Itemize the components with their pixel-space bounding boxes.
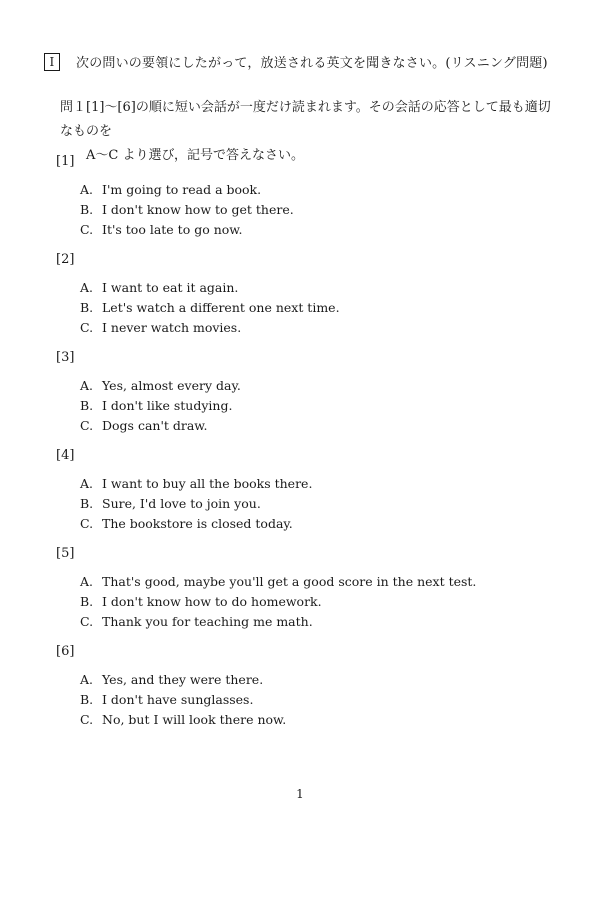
item-number: [3] [56, 350, 75, 365]
option-c [80, 220, 576, 240]
option-c [80, 318, 576, 338]
item-number: [6] [56, 644, 75, 659]
question-text-line-1: [1]〜[6]の順に短い会話が一度だけ読まれます。その会話の応答として最も適切なものを [60, 100, 551, 139]
section-instruction: 次の問いの要領にしたがって，放送される英文を聞きなさい。(リスニング問題) [76, 56, 548, 71]
option-text: Let's watch a different one next time. [102, 300, 340, 315]
option-text: I want to buy all the books there. [102, 476, 313, 491]
option-list [56, 376, 576, 436]
option-letter: A. [80, 574, 94, 589]
option-text: Dogs can't draw. [102, 418, 208, 433]
section-marker: I [44, 53, 60, 71]
option-text: Yes, and they were there. [102, 672, 264, 687]
option-text: The bookstore is closed today. [102, 516, 293, 531]
option-a [80, 180, 576, 200]
listening-item [56, 348, 576, 436]
option-letter: B. [80, 594, 94, 609]
option-letter: A. [80, 378, 94, 393]
option-list [56, 180, 576, 240]
item-number: [5] [56, 546, 75, 561]
section-header [44, 52, 548, 71]
option-letter: B. [80, 202, 94, 217]
option-list [56, 474, 576, 534]
option-text: I don't like studying. [102, 398, 233, 413]
option-a [80, 670, 576, 690]
option-letter: A. [80, 280, 94, 295]
option-letter: B. [80, 496, 94, 511]
option-text: I don't know how to do homework. [102, 594, 322, 609]
option-letter: B. [80, 398, 94, 413]
option-letter: B. [80, 692, 94, 707]
option-text: I want to eat it again. [102, 280, 239, 295]
option-letter: C. [80, 516, 94, 531]
option-b [80, 396, 576, 416]
option-text: Yes, almost every day. [102, 378, 241, 393]
option-letter: A. [80, 182, 94, 197]
listening-item [56, 250, 576, 338]
option-letter: A. [80, 672, 94, 687]
item-number: [2] [56, 252, 75, 267]
option-c [80, 514, 576, 534]
item-number: [4] [56, 448, 75, 463]
option-letter: C. [80, 614, 94, 629]
listening-item [56, 446, 576, 534]
option-c [80, 416, 576, 436]
option-a [80, 572, 576, 592]
option-letter: C. [80, 222, 94, 237]
page-number: 1 [296, 787, 304, 801]
option-text: I never watch movies. [102, 320, 242, 335]
question-number: 問１ [60, 100, 87, 115]
option-b [80, 592, 576, 612]
option-list [56, 670, 576, 730]
listening-item [56, 642, 576, 730]
option-c [80, 710, 576, 730]
option-a [80, 376, 576, 396]
option-text: I'm going to read a book. [102, 182, 262, 197]
option-b [80, 200, 576, 220]
option-text: Thank you for teaching me math. [102, 614, 313, 629]
option-letter: B. [80, 300, 94, 315]
option-a [80, 278, 576, 298]
option-b [80, 690, 576, 710]
option-text: That's good, maybe you'll get a good score in the next test. [102, 574, 477, 589]
option-letter: C. [80, 712, 94, 727]
option-text: It's too late to go now. [102, 222, 243, 237]
option-c [80, 612, 576, 632]
option-letter: C. [80, 320, 94, 335]
option-list [56, 278, 576, 338]
option-text: Sure, I'd love to join you. [102, 496, 261, 511]
option-text: No, but I will look there now. [102, 712, 287, 727]
option-b [80, 494, 576, 514]
option-letter: C. [80, 418, 94, 433]
item-number: [1] [56, 154, 75, 169]
option-list [56, 572, 576, 632]
option-letter: A. [80, 476, 94, 491]
option-b [80, 298, 576, 318]
option-text: I don't know how to get there. [102, 202, 294, 217]
option-a [80, 474, 576, 494]
question-text-line-2: A〜C より選び，記号で答えなさい。 [86, 148, 304, 163]
option-text: I don't have sunglasses. [102, 692, 254, 707]
listening-item [56, 152, 576, 240]
listening-item [56, 544, 576, 632]
